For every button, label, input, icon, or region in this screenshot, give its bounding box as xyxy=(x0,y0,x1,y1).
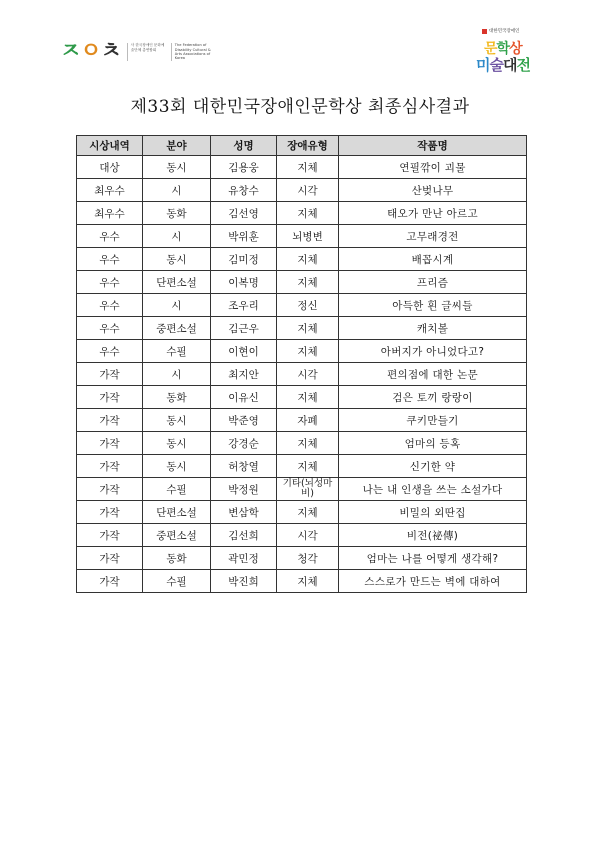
disability-cell: 시각 xyxy=(277,363,339,386)
table-row xyxy=(77,294,527,317)
category-cell: 동화 xyxy=(143,202,211,225)
work-title-cell: 검은 토끼 랑랑이 xyxy=(339,386,527,409)
table-row xyxy=(77,386,527,409)
award-cell: 가작 xyxy=(77,570,143,593)
name-cell: 박위훈 xyxy=(211,225,277,248)
category-cell: 수필 xyxy=(143,478,211,501)
table-row xyxy=(77,271,527,294)
award-cell: 가작 xyxy=(77,478,143,501)
category-cell: 동시 xyxy=(143,248,211,271)
disability-cell: 지체 xyxy=(277,340,339,363)
disability-cell: 지체 xyxy=(277,271,339,294)
category-cell: 동시 xyxy=(143,156,211,179)
work-title-cell: 아버지가 아니었다고? xyxy=(339,340,527,363)
name-cell: 김근우 xyxy=(211,317,277,340)
name-cell: 유창수 xyxy=(211,179,277,202)
federation-name-ko: 사 한국장애인 문화예술단체 총연합회 xyxy=(127,43,167,61)
work-title-cell: 비밀의 외딴집 xyxy=(339,501,527,524)
disability-cell: 뇌병변 xyxy=(277,225,339,248)
disability-cell: 지체 xyxy=(277,570,339,593)
name-cell: 박정원 xyxy=(211,478,277,501)
award-logo-line2: 미술대전 xyxy=(476,56,530,74)
work-title-cell: 스스로가 만드는 벽에 대하여 xyxy=(339,570,527,593)
award-cell: 가작 xyxy=(77,501,143,524)
award-cell: 우수 xyxy=(77,271,143,294)
category-cell: 중편소설 xyxy=(143,524,211,547)
award-cell: 우수 xyxy=(77,248,143,271)
disability-cell: 지체 xyxy=(277,455,339,478)
table-body xyxy=(77,156,527,593)
award-logo-line1: 문학상 xyxy=(484,41,522,57)
work-title-cell: 고무래경전 xyxy=(339,225,527,248)
award-cell: 우수 xyxy=(77,225,143,248)
disability-cell: 청각 xyxy=(277,547,339,570)
work-title-cell: 나는 내 인생을 쓰는 소설가다 xyxy=(339,478,527,501)
category-cell: 중편소설 xyxy=(143,317,211,340)
table-row xyxy=(77,524,527,547)
award-cell: 가작 xyxy=(77,386,143,409)
category-cell: 시 xyxy=(143,225,211,248)
name-cell: 최지안 xyxy=(211,363,277,386)
award-cell: 우수 xyxy=(77,340,143,363)
name-cell: 김미정 xyxy=(211,248,277,271)
name-cell: 박진희 xyxy=(211,570,277,593)
table-row xyxy=(77,455,527,478)
name-cell: 이유신 xyxy=(211,386,277,409)
table-row xyxy=(77,547,527,570)
work-title-cell: 엄마는 나를 어떻게 생각해? xyxy=(339,547,527,570)
category-cell: 시 xyxy=(143,179,211,202)
disability-cell: 지체 xyxy=(277,202,339,225)
name-cell: 변삼학 xyxy=(211,501,277,524)
name-cell: 이현이 xyxy=(211,340,277,363)
category-cell: 동시 xyxy=(143,409,211,432)
work-title-cell: 태오가 만난 아르고 xyxy=(339,202,527,225)
page-header xyxy=(0,0,600,90)
award-cell: 우수 xyxy=(77,294,143,317)
work-title-cell: 비전(祕傳) xyxy=(339,524,527,547)
name-cell: 강경순 xyxy=(211,432,277,455)
table-header-row xyxy=(77,136,527,156)
disability-cell: 시각 xyxy=(277,179,339,202)
name-cell: 김선영 xyxy=(211,202,277,225)
award-cell: 대상 xyxy=(77,156,143,179)
name-cell: 김용웅 xyxy=(211,156,277,179)
award-column-header: 시상내역 xyxy=(77,136,143,156)
work-title-cell: 엄마의 등혹 xyxy=(339,432,527,455)
disability-cell: 시각 xyxy=(277,524,339,547)
work-title-cell: 연필깎이 괴물 xyxy=(339,156,527,179)
disability-cell: 기타(뇌성마비) xyxy=(277,478,339,501)
category-column-header: 분야 xyxy=(143,136,211,156)
category-cell: 단편소설 xyxy=(143,501,211,524)
results-table xyxy=(76,135,527,593)
table-row xyxy=(77,478,527,501)
category-cell: 시 xyxy=(143,363,211,386)
table-row xyxy=(77,156,527,179)
category-cell: 수필 xyxy=(143,340,211,363)
table-row xyxy=(77,363,527,386)
work-title-cell: 쿠키만들기 xyxy=(339,409,527,432)
award-cell: 가작 xyxy=(77,409,143,432)
award-cell: 가작 xyxy=(77,363,143,386)
work-title-cell: 프리즘 xyxy=(339,271,527,294)
name-cell: 조우리 xyxy=(211,294,277,317)
federation-logo-mark: ㅈㅇㅊ xyxy=(60,39,121,64)
disability-cell: 지체 xyxy=(277,501,339,524)
award-logo-org: 대한민국장애인 xyxy=(482,28,519,34)
disability-cell: 자폐 xyxy=(277,409,339,432)
award-logo-dot-icon xyxy=(482,29,487,34)
disability-cell: 지체 xyxy=(277,432,339,455)
table-row xyxy=(77,570,527,593)
work-title-cell: 캐치볼 xyxy=(339,317,527,340)
table-row xyxy=(77,248,527,271)
federation-logo-text xyxy=(127,43,211,61)
category-cell: 단편소설 xyxy=(143,271,211,294)
category-cell: 동화 xyxy=(143,386,211,409)
award-logo xyxy=(474,28,554,74)
award-cell: 가작 xyxy=(77,432,143,455)
name-cell: 허창열 xyxy=(211,455,277,478)
work-title-cell: 신기한 약 xyxy=(339,455,527,478)
table-row xyxy=(77,179,527,202)
disability-cell: 지체 xyxy=(277,317,339,340)
disability-column-header: 장애유형 xyxy=(277,136,339,156)
disability-cell: 정신 xyxy=(277,294,339,317)
category-cell: 시 xyxy=(143,294,211,317)
award-cell: 가작 xyxy=(77,547,143,570)
award-cell: 가작 xyxy=(77,455,143,478)
category-cell: 동화 xyxy=(143,547,211,570)
category-cell: 동시 xyxy=(143,455,211,478)
award-cell: 우수 xyxy=(77,317,143,340)
name-cell: 곽민정 xyxy=(211,547,277,570)
category-cell: 동시 xyxy=(143,432,211,455)
table-row xyxy=(77,340,527,363)
table-row xyxy=(77,317,527,340)
name-cell: 이복명 xyxy=(211,271,277,294)
award-cell: 최우수 xyxy=(77,179,143,202)
name-cell: 김선희 xyxy=(211,524,277,547)
federation-logo xyxy=(60,40,211,64)
disability-cell: 지체 xyxy=(277,248,339,271)
work-column-header: 작품명 xyxy=(339,136,527,156)
table-row xyxy=(77,409,527,432)
name-column-header: 성명 xyxy=(211,136,277,156)
federation-name-en: The Federation of Disability Cultural & Arts Associations of Korea xyxy=(171,43,211,61)
disability-cell: 지체 xyxy=(277,386,339,409)
disability-cell: 지체 xyxy=(277,156,339,179)
name-cell: 박준영 xyxy=(211,409,277,432)
table-row xyxy=(77,225,527,248)
page-title: 제33회 대한민국장애인문학상 최종심사결과 xyxy=(130,97,470,117)
award-cell: 가작 xyxy=(77,524,143,547)
table-row xyxy=(77,202,527,225)
work-title-cell: 편의점에 대한 논문 xyxy=(339,363,527,386)
table-row xyxy=(77,501,527,524)
work-title-cell: 산벚나무 xyxy=(339,179,527,202)
work-title-cell: 배꼽시계 xyxy=(339,248,527,271)
table-row xyxy=(77,432,527,455)
category-cell: 수필 xyxy=(143,570,211,593)
work-title-cell: 아득한 흰 글씨들 xyxy=(339,294,527,317)
award-cell: 최우수 xyxy=(77,202,143,225)
